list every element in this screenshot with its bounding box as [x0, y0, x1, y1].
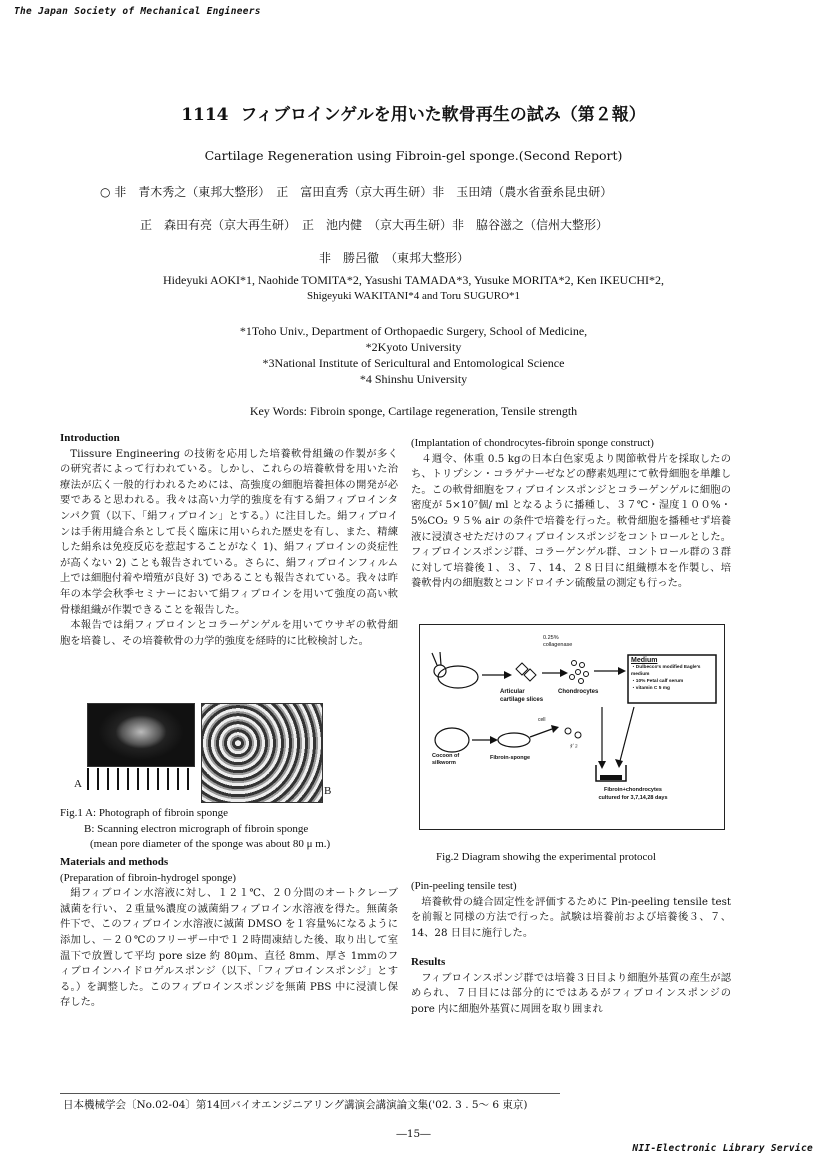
fig2-caption: Fig.2 Diagram showihg the experimental protocol — [436, 851, 656, 863]
fig1-label-b: B — [324, 785, 332, 797]
arrow-5-head — [551, 725, 559, 733]
paper-title-en: Cartilage Regeneration using Fibroin-gel sponge.(Second Report) — [204, 148, 623, 163]
seed-label: ﾀﾞﾖ — [570, 744, 578, 750]
arrow-4-head — [490, 736, 498, 744]
fig2-drawing — [420, 625, 724, 829]
methods-subheading: (Preparation of fibroin-hydrogel sponge) — [60, 871, 236, 884]
medium-title: Medium — [631, 657, 658, 664]
chondrocytes-icon — [570, 661, 589, 684]
arrow-1-head — [504, 671, 512, 679]
pin-peeling-subheading: (Pin-peeling tensile test) — [411, 880, 517, 892]
results-heading: Results — [411, 956, 446, 968]
society-header: The Japan Society of Mechanical Engineers — [14, 6, 261, 17]
medium-item-3: ・vitamin C 5 mg — [631, 686, 670, 691]
paper-title — [0, 100, 827, 125]
rabbit-body-icon — [438, 666, 478, 688]
intro-section — [60, 431, 398, 649]
arrow-6-head — [598, 761, 606, 769]
pin-peeling-paragraph: 培養軟骨の縫合固定性を評価するために Pin-peeling tensile test を前報と同様の方法で行った。試験は培養前および培養後３、７、14、28 日目に施行した。 — [411, 895, 731, 939]
fibroin-sponge-photo — [87, 703, 195, 767]
culture-construct — [600, 775, 622, 780]
implantation-paragraph: ４週令、体重 0.5 kgの日本白色家兎より関節軟骨片を採取したのち、トリプシン・コラゲナーゼなどの酵素処理にて軟骨細胞を単離した。この軟骨細胞をフィブロインスポンジとコラーゲンゲルに細胞の密度が 5×10⁷個/ ml となるように播種し、３７℃・湿度１００%・5%CO₂ ９５% air の条件で培養を行った。軟骨細胞を播種せず培養液に浸漬させただけのフィブロインスポンジをコントロールとした。フィブロインスポンジ群、コラーゲンゲル群、コントロール群の３群に対して培養後１、３、７、14、２８日目に組織標本を作製し、培養軟骨内の細胞数とコンドロイチン硫酸量の測定も行った。 — [411, 452, 731, 590]
sem-micrograph — [201, 703, 323, 803]
methods-paragraph-1: 絹フィブロイン水溶液に対し、１２１℃、２０分間のオートクレーブ滅菌を行い、２重量%濃度の滅菌絹フィブロイン水溶液を得た。無菌条件下で、このフィブロイン水溶液に滅菌 DMSO を１容量%になるように添加し、－２０℃のフリーザー中で１２時間凍結した後、取り出して室温下で放置して平均 pore size 約 80μm、直径 8mm、厚さ 1mmのフィブロインハイドロゲルスポンジ（以下、「フィブロインスポンジ」とする。）を調整した。このフィブロインスポンジを無菌 PBS 中に浸漬し保存した。 — [60, 887, 398, 1009]
cell-icon — [565, 728, 571, 734]
page-number: ―15― — [396, 1128, 431, 1140]
methods-section — [60, 855, 398, 1011]
affiliation-2: *2Kyoto University — [365, 340, 462, 354]
medium-item-2: ・10% Fetal calf serum — [631, 679, 684, 684]
keywords: Key Words: Fibroin sponge, Cartilage regeneration, Tensile strength — [249, 404, 578, 418]
results-section — [411, 955, 731, 1017]
proceedings-footer: 日本機械学会〔No.02-04〕第14回バイオエンジニアリング講演会講演論文集('02. 3 . 5～ 6 東京) — [63, 1099, 528, 1111]
authors-jp-2: 正 森田有亮（京大再生研） 正 池内健 （京大再生研）非 脇谷滋之（信州大整形） — [140, 218, 609, 232]
implantation-section — [411, 436, 731, 592]
authors-jp-3: 非 勝呂徹 （東邦大整形） — [319, 251, 470, 265]
affiliation-1: *1Toho Univ., Department of Orthopaedic Surgery, School of Medicine, — [239, 324, 588, 338]
authors-jp-1: ○ 非 青木秀之（東邦大整形） 正 富田直秀（京大再生研）非 玉田靖（農水省蚕糸昆虫研） — [100, 185, 613, 199]
nii-footer: NII-Electronic Library Service — [632, 1143, 813, 1154]
medium-box-text — [631, 657, 715, 692]
fig1-caption — [60, 806, 400, 853]
results-paragraph: フィブロインスポンジ群では培養３日目より細胞外基質の産生が認められ、７日目には部分的にではあるがフィブロインスポンジの pore 内に細胞外基質に周囲を取り囲まれ — [411, 971, 731, 1015]
fig1-caption-line-3: (mean pore diameter of the sponge was about 80 μ m.) — [90, 838, 331, 850]
authors-en-1: Hideyuki AOKI*1, Naohide TOMITA*2, Yasushi TAMADA*3, Yusuke MORITA*2, Ken IKEUCHI*2, — [163, 273, 664, 287]
paper-title-jp: フィブロインゲルを用いた軟骨再生の試み（第２報） — [240, 105, 646, 125]
arrow-3-head — [618, 667, 626, 675]
cocoon-icon — [435, 728, 469, 752]
arrow-7-head — [615, 759, 623, 768]
cartilage-slices-icon — [516, 663, 536, 681]
affiliation-3: *3National Institute of Sericultural and Entomological Science — [262, 356, 565, 370]
pin-peeling-section — [411, 879, 731, 941]
sponge-disk-icon — [498, 733, 530, 747]
fig1-caption-line-2: B: Scanning electron micrograph of fibroin sponge — [84, 822, 309, 835]
intro-heading: Introduction — [60, 432, 120, 444]
cell-label: cell — [538, 717, 546, 723]
affiliation-4: *4 Shinshu University — [359, 372, 468, 386]
medium-item-1: ・Dulbecco's modified Eagle's medium — [631, 665, 701, 677]
methods-heading: Materials and methods — [60, 856, 169, 868]
arrow-2-head — [560, 669, 568, 677]
fig1-caption-line-1: Fig.1 A: Photograph of fibroin sponge — [60, 807, 229, 819]
rabbit-head-icon — [434, 665, 446, 677]
chondrocytes-label: Chondrocytes — [558, 689, 599, 695]
footer-rule — [60, 1093, 560, 1094]
result-label: Fibroin+chondrocytes cultured for 3,7,14,28 days — [598, 787, 668, 801]
arrow-7 — [620, 707, 634, 761]
collagenase-label: 0.25% collagenase — [543, 635, 573, 648]
authors-en-2: Shigeyuki WAKITANI*4 and Toru SUGURO*1 — [306, 290, 521, 302]
fig2-diagram — [419, 624, 725, 830]
rabbit-ears-icon — [432, 652, 441, 665]
cell-icon-2 — [575, 732, 581, 738]
intro-paragraph-1: Tiissure Engineering の技術を応用した培養軟骨組織の作製が多くの研究者によって行われている。しかし、これらの培養軟骨を用いた治療法が広く一般的行われるためには、高強度の細胞培養担体の開発が必要であると思われる。我々は高い力学的強度を有する絹フィブロインタンパク質（以下、「絹フィブロイン」とする。）に注目した。絹フィブロインは手術用縫合糸として長く臨床に用いられた歴史を有し、また、精練した絹糸は免疫反応を惹起することがなく 1)、絹フィブロインの炎症性が高くない 2) ことも報告されている。さらに、絹フィブロインフィルム上では細胞付着や増殖が良好 3) であることも報告されている。我々は昨年の本学会秋季セミナーにおいて絹フィブロインを用いて強度の高い軟骨様組織が作製できることを報告した。 — [60, 447, 398, 616]
paper-number: 1114 — [181, 105, 229, 125]
arrow-5 — [530, 729, 552, 737]
intro-paragraph-2: 本報告では絹フィブロインとコラーゲンゲルを用いてウサギの軟骨細胞を培養し、その培養軟骨の力学的強度を経時的に比較検討した。 — [60, 619, 398, 647]
fig1-label-a: A — [74, 778, 82, 790]
sponge-label: Fibroin-sponge — [490, 755, 531, 761]
cocoon-label: Cocoon of silkworm — [432, 753, 460, 766]
ruler-scale — [87, 768, 193, 790]
implantation-subheading: (Implantation of chondrocytes-fibroin sponge construct) — [411, 437, 654, 449]
articular-label: Articular cartilage slices — [500, 689, 544, 703]
